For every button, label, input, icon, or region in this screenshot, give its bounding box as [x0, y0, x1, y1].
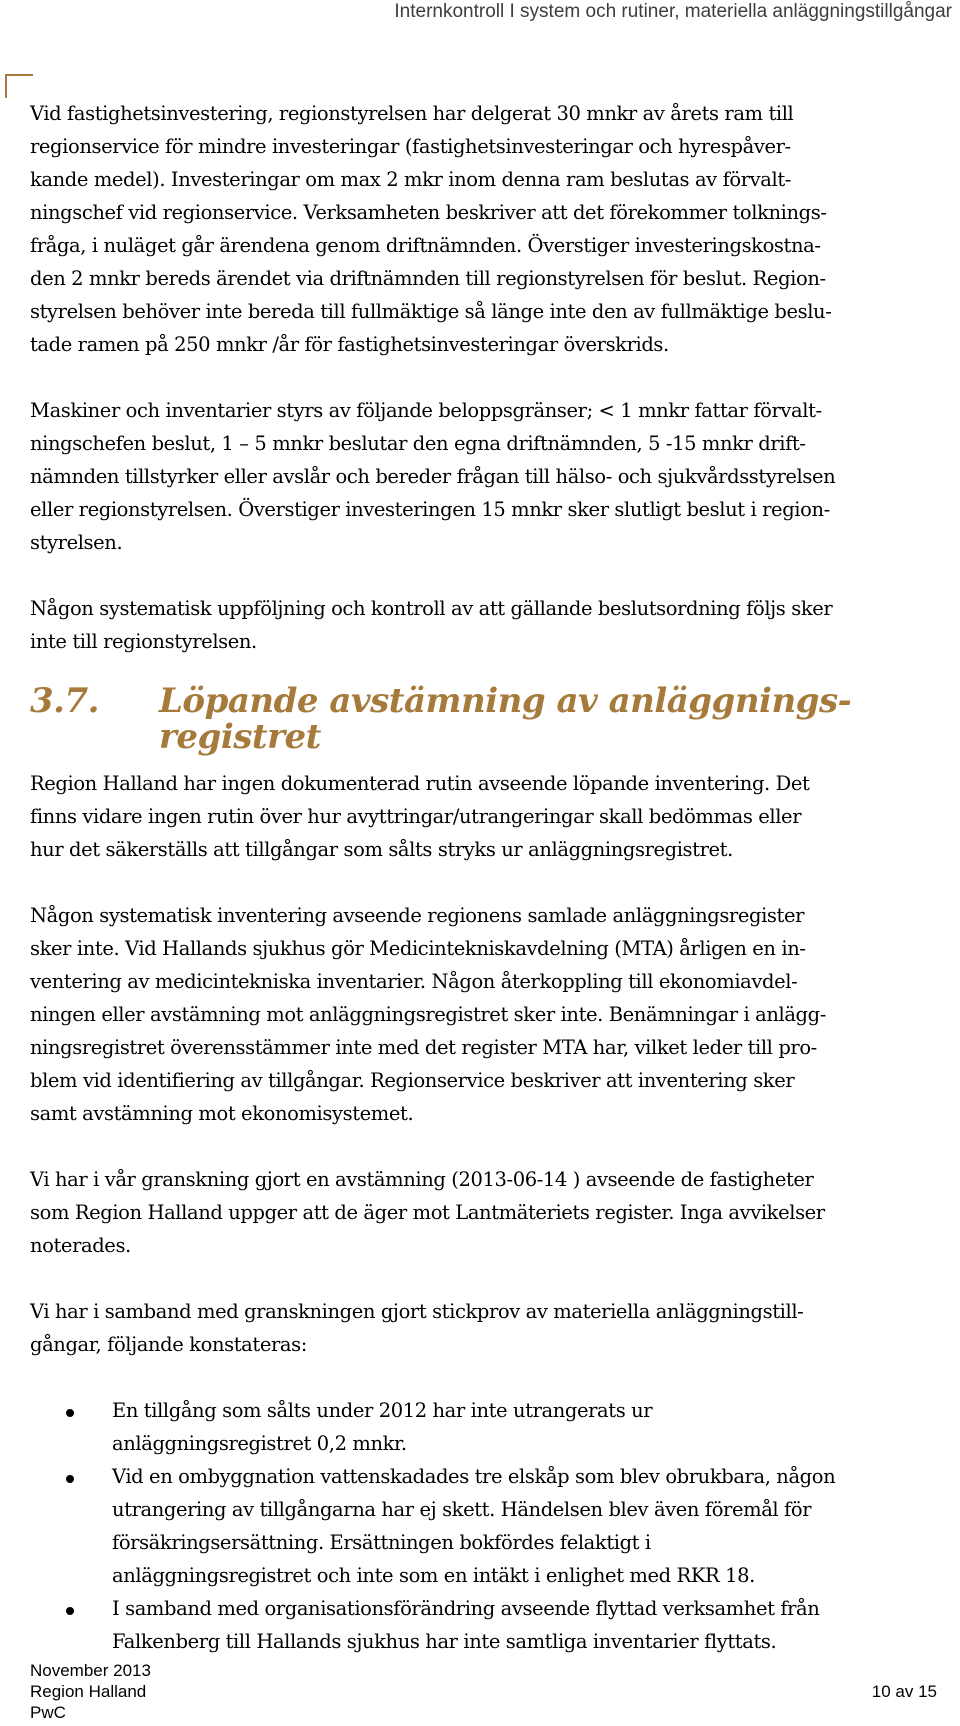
section-title: [159, 683, 851, 755]
text-line: ningen eller avstämning mot anläggningsregistret sker inte. Benämningar i anlägg-: [30, 1003, 826, 1026]
text-line: Region Halland har ingen dokumenterad rutin avseende löpande inventering. Det: [30, 772, 810, 795]
text-line: Maskiner och inventarier styrs av följande beloppsgränser; < 1 mnkr fattar förvalt-: [30, 399, 822, 422]
text-line: styrelsen behöver inte bereda till fullmäktige så länge inte den av fullmäktige beslu-: [30, 300, 832, 323]
text-line: Vi har i samband med granskningen gjort stickprov av materiella anläggningstill-: [30, 1300, 804, 1323]
text-line: den 2 mnkr bereds ärendet via driftnämnden till regionstyrelsen för beslut. Region-: [30, 267, 826, 290]
paragraph: [30, 97, 960, 361]
footer-date: November 2013: [30, 1661, 151, 1680]
footer-organization: Region Halland: [30, 1682, 147, 1701]
paragraph: [30, 767, 960, 866]
text-line: blem vid identifiering av tillgångar. Regionservice beskriver att inventering sker: [30, 1069, 795, 1092]
text-line: utrangering av tillgångarna har ej skett. Händelsen blev även föremål för: [112, 1498, 812, 1521]
bullet-icon: [66, 1409, 74, 1417]
text-line: ningschef vid regionservice. Verksamheten beskriver att det förekommer tolknings-: [30, 201, 827, 224]
text-line: En tillgång som sålts under 2012 har inte utrangerats ur: [112, 1399, 653, 1422]
text-line: försäkringsersättning. Ersättningen bokfördes felaktigt i: [112, 1531, 651, 1554]
findings-list: [30, 1394, 960, 1658]
footer-author: PwC: [30, 1703, 66, 1722]
section-title-line: Löpande avstämning av anläggnings-: [159, 681, 852, 721]
corner-mark: [5, 74, 33, 98]
list-item: [30, 1592, 960, 1658]
bullet-icon: [66, 1607, 74, 1615]
text-line: Falkenberg till Hallands sjukhus har inte samtliga inventarier flyttats.: [112, 1630, 777, 1653]
list-item: [30, 1394, 960, 1460]
paragraph: [30, 1163, 960, 1262]
paragraph: [30, 394, 960, 559]
text-line: noterades.: [30, 1234, 131, 1257]
text-line: sker inte. Vid Hallands sjukhus gör Medicintekniskavdelning (MTA) årligen en in-: [30, 937, 806, 960]
text-line: ningschefen beslut, 1 – 5 mnkr beslutar den egna driftnämnden, 5 -15 mnkr drift-: [30, 432, 806, 455]
text-line: Vid en ombyggnation vattenskadades tre elskåp som blev obrukbara, någon: [112, 1465, 836, 1488]
paragraph: [30, 1295, 960, 1361]
text-line: som Region Halland uppger att de äger mot Lantmäteriets register. Inga avvikelser: [30, 1201, 825, 1224]
text-line: Någon systematisk inventering avseende regionens samlade anläggningsregister: [30, 904, 805, 927]
text-line: Någon systematisk uppföljning och kontroll av att gällande beslutsordning följs sker: [30, 597, 833, 620]
text-line: nämnden tillstyrker eller avslår och bereder frågan till hälso- och sjukvårdsstyrelsen: [30, 465, 836, 488]
text-line: ningsregistret överensstämmer inte med det register MTA har, vilket leder till pro-: [30, 1036, 817, 1059]
text-line: gångar, följande konstateras:: [30, 1333, 307, 1356]
text-line: kande medel). Investeringar om max 2 mkr inom denna ram beslutas av förvalt-: [30, 168, 791, 191]
document-body: [30, 97, 960, 1658]
footer: [30, 1660, 151, 1723]
text-line: Vid fastighetsinvestering, regionstyrelsen har delgerat 30 mnkr av årets ram till: [30, 102, 794, 125]
text-line: styrelsen.: [30, 531, 123, 554]
text-line: Vi har i vår granskning gjort en avstämning (2013-06-14 ) avseende de fastigheter: [30, 1168, 814, 1191]
text-line: eller regionstyrelsen. Överstiger investeringen 15 mnkr sker slutligt beslut i region-: [30, 498, 830, 521]
running-header: Internkontroll I system och rutiner, materiella anläggningstillgångar: [394, 1, 952, 22]
text-line: hur det säkerställs att tillgångar som sålts stryks ur anläggningsregistret.: [30, 838, 733, 861]
text-line: tade ramen på 250 mnkr /år för fastighetsinvesteringar överskrids.: [30, 333, 669, 356]
text-line: finns vidare ingen rutin över hur avyttringar/utrangeringar skall bedömmas eller: [30, 805, 802, 828]
text-line: inte till regionstyrelsen.: [30, 630, 257, 653]
text-line: anläggningsregistret och inte som en intäkt i enlighet med RKR 18.: [112, 1564, 755, 1587]
text-line: fråga, i nuläget går ärendena genom driftnämnden. Överstiger investeringskostna-: [30, 234, 821, 257]
section-heading: [30, 683, 960, 767]
text-line: anläggningsregistret 0,2 mnkr.: [112, 1432, 407, 1455]
page-number: 10 av 15: [871, 1682, 937, 1701]
bullet-icon: [66, 1475, 74, 1483]
text-line: ventering av medicintekniska inventarier. Någon återkoppling till ekonomiavdel-: [30, 970, 798, 993]
section-number: 3.7.: [30, 681, 99, 721]
paragraph: [30, 899, 960, 1130]
text-line: samt avstämning mot ekonomisystemet.: [30, 1102, 414, 1125]
text-line: I samband med organisationsförändring avseende flyttad verksamhet från: [112, 1597, 820, 1620]
list-item: [30, 1460, 960, 1592]
section-title-line: registret: [159, 717, 321, 757]
text-line: regionservice för mindre investeringar (fastighetsinvesteringar och hyrespåver-: [30, 135, 791, 158]
paragraph: [30, 592, 960, 658]
